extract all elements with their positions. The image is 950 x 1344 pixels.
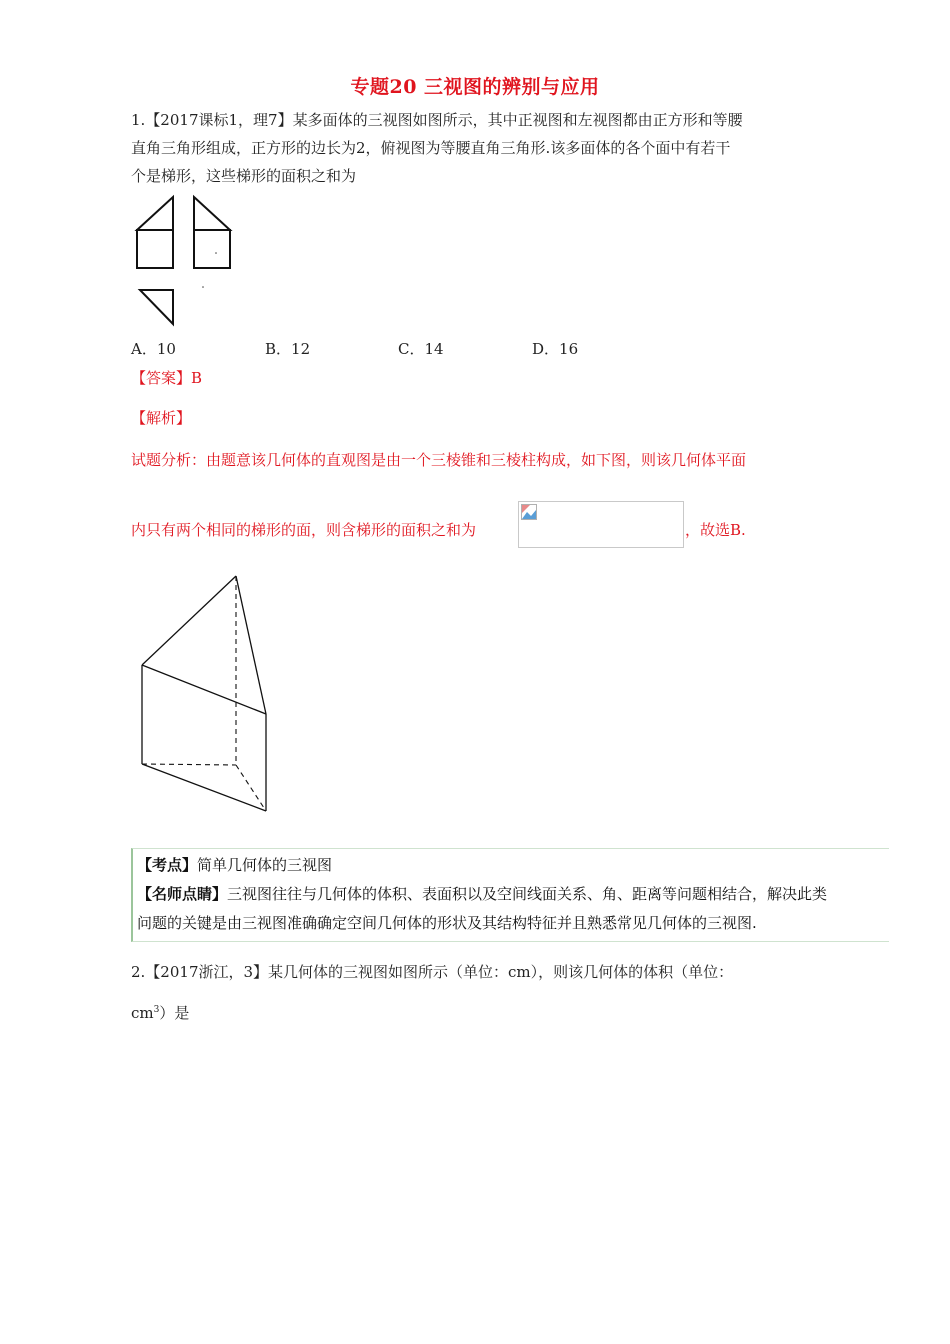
mingshi-text2: 问题的关键是由三视图准确确定空间几何体的形状及其结构特征并且熟悉常见几何体的三视图.	[137, 914, 757, 932]
q1-line2: 直角三角形组成，正方形的边长为2，俯视图为等腰直角三角形.该多面体的各个面中有若干	[131, 139, 731, 157]
q2-line2-post: ）是	[159, 1004, 190, 1022]
edge	[142, 764, 266, 811]
edge	[236, 576, 266, 714]
answer: 【答案】B	[131, 369, 203, 387]
option-c: C．14	[398, 340, 444, 358]
mingshi-text1: 三视图往往与几何体的体积、表面积以及空间线面关系、角、距离等问题相结合，解决此类	[227, 885, 828, 903]
kaodian-text: 简单几何体的三视图	[197, 856, 333, 874]
q1-line1: 1.【2017课标1，理7】某多面体的三视图如图所示，其中正视图和左视图都由正方形和等腰	[131, 111, 743, 129]
mingshi-label: 【名师点睛】	[137, 885, 228, 903]
analysis-line2b: ，故选B.	[685, 521, 746, 539]
side-view-square	[194, 230, 230, 268]
side-view-triangle	[194, 197, 230, 230]
q2-unit-exponent: 3	[153, 1005, 160, 1015]
formula-image-placeholder	[518, 501, 684, 548]
three-view-figure	[130, 190, 240, 330]
analysis-heading: 【解析】	[131, 409, 192, 427]
q2-line1: 2.【2017浙江，3】某几何体的三视图如图所示（单位：cm），则该几何体的体积（单位：	[131, 963, 734, 981]
edge	[142, 576, 236, 665]
option-d: D．16	[532, 340, 579, 358]
edge	[142, 665, 266, 714]
hidden-edge	[142, 764, 236, 765]
kaodian-label: 【考点】	[137, 856, 198, 874]
analysis-line2a: 内只有两个相同的梯形的面，则含梯形的面积之和为	[131, 521, 477, 539]
analysis-line1: 试题分析：由题意该几何体的直观图是由一个三棱锥和三棱柱构成，如下图，则该几何体平面	[131, 451, 747, 469]
top-view-triangle	[140, 290, 173, 324]
q2-unit: cm	[131, 1004, 154, 1022]
solid-figure	[135, 570, 275, 815]
broken-image-icon	[521, 504, 537, 520]
q1-line3: 个是梯形，这些梯形的面积之和为	[131, 167, 357, 185]
front-view-square	[137, 230, 173, 268]
front-view-triangle	[137, 197, 173, 230]
page-title: 专题20 三视图的辨别与应用	[350, 76, 600, 98]
option-b: B．12	[265, 340, 311, 358]
q2-line2	[131, 996, 189, 1027]
option-a: A．10	[131, 340, 176, 358]
kaodian-box	[131, 848, 889, 942]
hidden-edge	[236, 765, 266, 811]
